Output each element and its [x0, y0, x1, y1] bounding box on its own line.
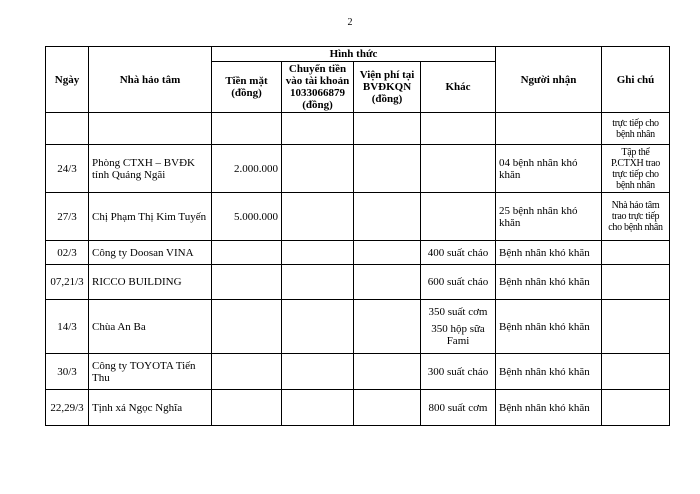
- other-item: 300 suất cháo: [427, 365, 489, 378]
- header-donor: Nhà hảo tâm: [89, 47, 212, 113]
- cell-other: [421, 390, 496, 426]
- header-recipient: Người nhận: [496, 47, 602, 113]
- cell-donor: Phòng CTXH – BVĐK tỉnh Quảng Ngãi: [89, 145, 212, 193]
- cell-donor: [89, 113, 212, 145]
- cell-cash: 5.000.000: [212, 193, 282, 241]
- cell-other: [421, 241, 496, 265]
- cell-hospital-fee: [354, 265, 421, 300]
- cell-date: 27/3: [46, 193, 89, 241]
- cell-transfer: [282, 113, 354, 145]
- other-item: 350 hộp sữa Fami: [431, 323, 485, 347]
- cell-date: 22,29/3: [46, 390, 89, 426]
- cell-other: [421, 300, 496, 354]
- cell-date: [46, 113, 89, 145]
- table-row: [46, 145, 670, 193]
- table-row: [46, 113, 670, 145]
- cell-cash: [212, 390, 282, 426]
- cell-hospital-fee: [354, 241, 421, 265]
- cell-transfer: [282, 193, 354, 241]
- cell-hospital-fee: [354, 300, 421, 354]
- cell-date: 02/3: [46, 241, 89, 265]
- cell-note: [602, 265, 670, 300]
- cell-donor: Công ty TOYOTA Tiến Thu: [89, 354, 212, 390]
- header-note: Ghi chú: [602, 47, 670, 113]
- table-row: [46, 193, 670, 241]
- table-row: [46, 241, 670, 265]
- cell-recipient: 04 bệnh nhân khó khăn: [496, 145, 602, 193]
- donation-table: [45, 46, 670, 426]
- header-date: Ngày: [46, 47, 89, 113]
- cell-hospital-fee: [354, 390, 421, 426]
- other-item: 800 suất cơm: [428, 401, 488, 414]
- table-row: [46, 265, 670, 300]
- cell-donor: RICCO BUILDING: [89, 265, 212, 300]
- cell-recipient: Bệnh nhân khó khăn: [496, 265, 602, 300]
- cell-transfer: [282, 300, 354, 354]
- header-transfer: Chuyển tiền vào tài khoản 1033066879 (đồng): [282, 62, 354, 113]
- cell-cash: [212, 113, 282, 145]
- cell-other: [421, 354, 496, 390]
- header-other: Khác: [421, 62, 496, 113]
- cell-other: [421, 145, 496, 193]
- cell-cash: [212, 354, 282, 390]
- cell-recipient: Bệnh nhân khó khăn: [496, 354, 602, 390]
- cell-transfer: [282, 265, 354, 300]
- cell-transfer: [282, 145, 354, 193]
- header-form-group: Hình thức: [212, 47, 496, 62]
- cell-transfer: [282, 241, 354, 265]
- table-row: [46, 390, 670, 426]
- cell-recipient: [496, 113, 602, 145]
- header-cash: Tiền mặt (đồng): [212, 62, 282, 113]
- cell-note: [602, 241, 670, 265]
- cell-note: [602, 354, 670, 390]
- cell-donor: Chị Phạm Thị Kim Tuyến: [89, 193, 212, 241]
- cell-cash: [212, 241, 282, 265]
- cell-note: trực tiếp cho bệnh nhân: [602, 113, 670, 145]
- table-row: [46, 300, 670, 354]
- cell-other: [421, 113, 496, 145]
- page-number: 2: [347, 17, 353, 28]
- cell-date: 30/3: [46, 354, 89, 390]
- header-hospital-fee: Viện phí tại BVĐKQN (đồng): [354, 62, 421, 113]
- cell-transfer: [282, 354, 354, 390]
- cell-other: [421, 265, 496, 300]
- cell-note: [602, 390, 670, 426]
- cell-hospital-fee: [354, 193, 421, 241]
- other-item: 350 suất cơm: [428, 306, 488, 318]
- cell-recipient: Bệnh nhân khó khăn: [496, 390, 602, 426]
- cell-date: 24/3: [46, 145, 89, 193]
- cell-donor: Công ty Doosan VINA: [89, 241, 212, 265]
- cell-donor: Tịnh xá Ngọc Nghĩa: [89, 390, 212, 426]
- cell-recipient: Bệnh nhân khó khăn: [496, 300, 602, 354]
- cell-date: 14/3: [46, 300, 89, 354]
- cell-hospital-fee: [354, 113, 421, 145]
- cell-note: [602, 300, 670, 354]
- cell-note: Tập thể P.CTXH trao trực tiếp cho bệnh nhân: [602, 145, 670, 193]
- table-row: [46, 354, 670, 390]
- cell-hospital-fee: [354, 145, 421, 193]
- cell-cash: [212, 300, 282, 354]
- cell-date: 07,21/3: [46, 265, 89, 300]
- cell-transfer: [282, 390, 354, 426]
- cell-note: Nhà hảo tâm trao trực tiếp cho bệnh nhân: [602, 193, 670, 241]
- cell-hospital-fee: [354, 354, 421, 390]
- cell-other: [421, 193, 496, 241]
- cell-cash: [212, 265, 282, 300]
- other-item: 400 suất cháo: [427, 246, 489, 259]
- cell-cash: 2.000.000: [212, 145, 282, 193]
- other-item: 600 suất cháo: [427, 276, 489, 288]
- cell-recipient: 25 bệnh nhân khó khăn: [496, 193, 602, 241]
- cell-donor: Chùa An Ba: [89, 300, 212, 354]
- cell-recipient: Bệnh nhân khó khăn: [496, 241, 602, 265]
